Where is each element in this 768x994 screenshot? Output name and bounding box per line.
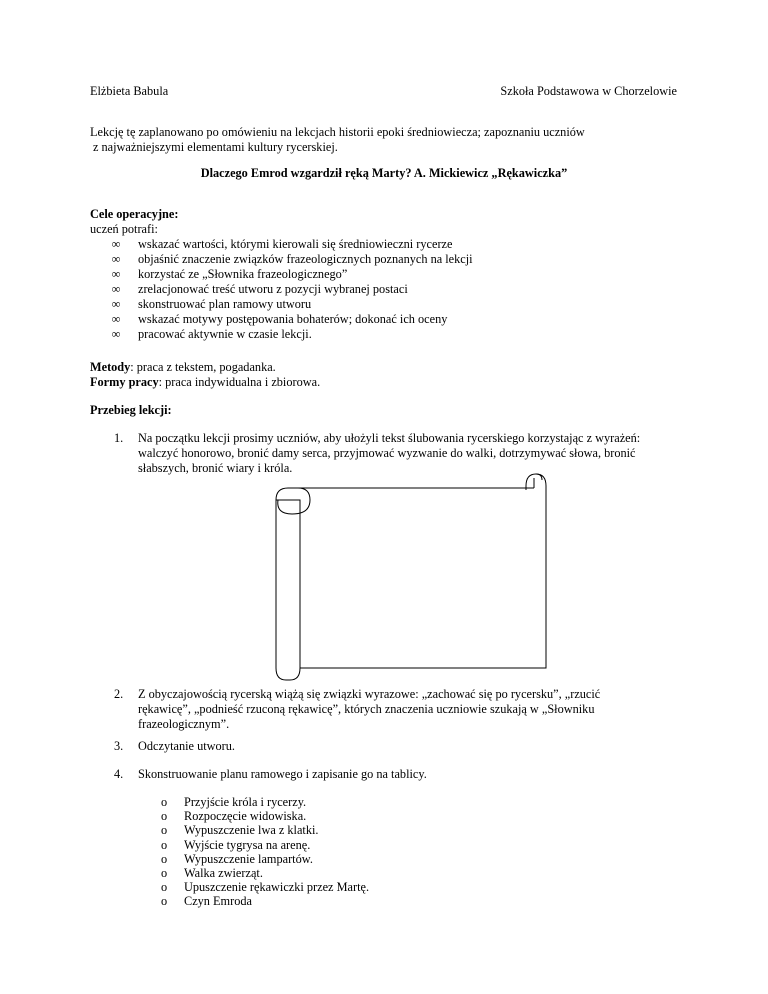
infinity-bullet-icon: ∞ <box>111 312 121 326</box>
author-name: Elżbieta Babula <box>90 84 169 98</box>
intro-line-1: Lekcję tę zaplanowano po omówieniu na lekcjach historii epoki średniowiecza; zapoznaniu uczniów <box>90 125 585 139</box>
step-number: 1. <box>114 431 124 445</box>
methods-label: Metody <box>90 360 131 374</box>
forms-label: Formy pracy <box>90 375 159 389</box>
circle-bullet-icon: o <box>161 809 168 824</box>
circle-bullet-icon: o <box>161 795 168 809</box>
list-item: ∞ korzystać ze „Słownika frazeologicznego” <box>109 267 473 282</box>
goals-heading: Cele operacyjne: <box>90 207 179 221</box>
scroll-illustration <box>270 470 552 682</box>
list-item: o Czyn Emroda <box>161 894 252 909</box>
list-item: o Walka zwierząt. <box>161 865 263 880</box>
list-item: ∞ pracować aktywnie w czasie lekcji. <box>109 327 473 342</box>
infinity-bullet-icon: ∞ <box>111 297 121 311</box>
forms-text: : praca indywidualna i zbiorowa. <box>158 375 321 389</box>
list-item: ∞ wskazać motywy postępowania bohaterów; dokonać ich oceny <box>109 312 473 327</box>
circle-bullet-icon: o <box>161 865 168 880</box>
list-item: o Rozpoczęcie widowiska. <box>161 809 307 824</box>
school-name: Szkoła Podstawowa w Chorzelowie <box>500 84 677 98</box>
infinity-bullet-icon: ∞ <box>111 282 121 296</box>
list-item: ∞ zrelacjonować treść utworu z pozycji wybranej postaci <box>109 282 473 297</box>
list-item: ∞ wskazać wartości, którymi kierowali się średniowieczni rycerze <box>109 237 473 252</box>
list-item: o Wyjście tygrysa na arenę. <box>161 837 311 852</box>
circle-bullet-icon: o <box>161 851 168 866</box>
circle-bullet-icon: o <box>161 880 168 895</box>
intro-line-2: z najważniejszymi elementami kultury rycerskiej. <box>93 140 338 154</box>
list-item: o Wypuszczenie lwa z klatki. <box>161 823 319 838</box>
list-item: ∞ skonstruować plan ramowy utworu <box>109 297 473 312</box>
list-item: o Przyjście króla i rycerzy. <box>161 795 307 809</box>
methods-line <box>90 360 276 375</box>
lesson-title: Dlaczego Emrod wzgardził ręką Marty? A. Mickiewicz „Rękawiczka” <box>200 166 568 180</box>
step-4-text: Skonstruowanie planu ramowego i zapisanie go na tablicy. <box>138 767 427 781</box>
step-1-text: Na początku lekcji prosimy uczniów, aby ułożyli tekst ślubowania rycerskiego korzystając z wyrażeń: walczyć honorowo, bronić damy serca, przyjmować wyzwanie do walki, dotrzymywać słowa, bronić słabszych, bronić wiary i króla. <box>138 431 641 475</box>
step-2-text: Z obyczajowością rycerską wiążą się związki wyrazowe: „zachować się po rycersku”, „rzucić rękawicę”, „podnieść rzuconą rękawicę”, których znaczenia uczniowie szukają w „Słowniku frazeologicznym”. <box>138 687 601 731</box>
step-number: 4. <box>114 767 124 781</box>
plan-list <box>161 795 369 909</box>
procedure-heading: Przebieg lekcji: <box>90 403 172 417</box>
circle-bullet-icon: o <box>161 837 168 852</box>
step-number: 3. <box>114 739 124 753</box>
circle-bullet-icon: o <box>161 823 168 838</box>
step-3-text: Odczytanie utworu. <box>138 739 235 753</box>
list-item: o Upuszczenie rękawiczki przez Martę. <box>161 880 370 895</box>
infinity-bullet-icon: ∞ <box>111 237 121 251</box>
forms-line <box>90 375 320 390</box>
goals-subheading: uczeń potrafi: <box>90 222 158 236</box>
list-item: o Wypuszczenie lampartów. <box>161 851 313 866</box>
goals-list <box>109 237 473 342</box>
infinity-bullet-icon: ∞ <box>111 252 121 266</box>
methods-text: : praca z tekstem, pogadanka. <box>130 360 276 374</box>
circle-bullet-icon: o <box>161 894 168 909</box>
infinity-bullet-icon: ∞ <box>111 327 121 341</box>
infinity-bullet-icon: ∞ <box>111 267 121 281</box>
intro-paragraph <box>90 125 690 155</box>
list-item: ∞ objaśnić znaczenie związków frazeologicznych poznanych na lekcji <box>109 252 473 267</box>
step-number: 2. <box>114 687 124 701</box>
